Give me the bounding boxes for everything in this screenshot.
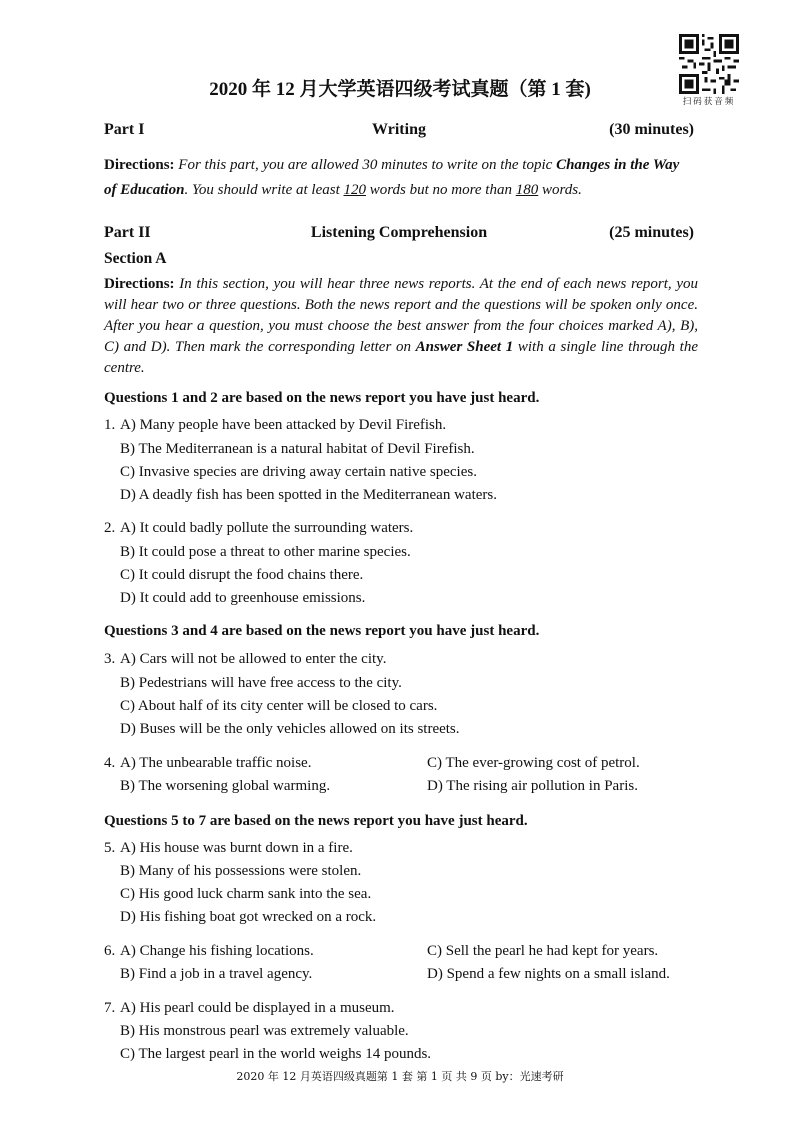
answer-option[interactable]: A) The unbearable traffic noise. (120, 755, 312, 771)
answer-option[interactable]: B) His monstrous pearl was extremely valuable. (120, 1023, 409, 1039)
answer-option[interactable]: C) It could disrupt the food chains there. (120, 567, 364, 583)
directions-label: Directions: (104, 276, 175, 292)
question-number: 3. (104, 651, 116, 667)
answer-option[interactable]: A) It could badly pollute the surrounding waters. (120, 520, 414, 536)
answer-option[interactable]: B) The worsening global warming. (120, 778, 331, 794)
answer-option[interactable]: D) Buses will be the only vehicles allowed on its streets. (120, 721, 460, 737)
answer-option[interactable]: C) Invasive species are driving away certain native species. (120, 464, 477, 480)
part-2-title: Listening Comprehension (310, 224, 488, 241)
answer-option[interactable]: B) Many of his possessions were stolen. (120, 863, 362, 879)
answer-option[interactable]: D) Spend a few nights on a small island. (427, 966, 670, 982)
answer-option[interactable]: C) The ever-growing cost of petrol. (427, 755, 640, 771)
question-number: 1. (104, 417, 116, 433)
qr-code-icon[interactable] (679, 34, 739, 94)
answer-option[interactable]: D) The rising air pollution in Paris. (427, 778, 638, 794)
question-group-header: Questions 3 and 4 are based on the news report you have just heard. (104, 623, 540, 639)
answer-option[interactable]: D) A deadly fish has been spotted in the Mediterranean waters. (120, 487, 497, 503)
part-1-directions: Directions: For this part, you are allowed 30 minutes to write on the topic Changes in the Way of Education. You should write at least 120 words but no more than 180 words. (104, 157, 680, 198)
answer-option[interactable]: C) About half of its city center will be closed to cars. (120, 698, 438, 714)
question-group-header: Questions 5 to 7 are based on the news report you have just heard. (104, 813, 528, 829)
part-1-label: Part I (104, 121, 145, 138)
page-title: 2020 年 12 月大学英语四级考试真题（第 1 套) (209, 79, 591, 100)
directions-label: Directions: (104, 157, 175, 173)
question-number: 6. (104, 943, 116, 959)
answer-option[interactable]: B) The Mediterranean is a natural habitat of Devil Firefish. (120, 441, 475, 457)
part-2-label: Part II (104, 224, 151, 241)
answer-sheet-ref: Answer Sheet 1 (415, 339, 514, 355)
answer-option[interactable]: D) It could add to greenhouse emissions. (120, 590, 366, 606)
page-footer: 2020 年 12 月英语四级真题第 1 套 第 1 页 共 9 页 by：光速考研 (236, 1070, 564, 1083)
answer-option[interactable]: A) His pearl could be displayed in a museum. (120, 1000, 395, 1016)
part-1-time: (30 minutes) (609, 121, 694, 138)
min-words: 120 (343, 182, 366, 198)
answer-option[interactable]: B) Pedestrians will have free access to the city. (120, 675, 402, 691)
answer-option[interactable]: C) The largest pearl in the world weighs 14 pounds. (120, 1046, 432, 1062)
essay-topic: Changes in the Way (556, 157, 680, 173)
answer-option[interactable]: A) Many people have been attacked by Devil Firefish. (120, 417, 447, 433)
question-group-header: Questions 1 and 2 are based on the news report you have just heard. (104, 390, 540, 406)
part-1-title: Writing (372, 121, 426, 138)
answer-option[interactable]: D) His fishing boat got wrecked on a rock. (120, 909, 377, 925)
answer-option[interactable]: C) His good luck charm sank into the sea. (120, 886, 372, 902)
answer-option[interactable]: B) It could pose a threat to other marine species. (120, 544, 411, 560)
question-number: 4. (104, 755, 116, 771)
answer-option[interactable]: A) Cars will not be allowed to enter the city. (120, 651, 387, 667)
part-2-time: (25 minutes) (609, 224, 694, 241)
part-2-directions: Directions: In this section, you will hear three news reports. At the end of each news report, you will hear two or three questions. Both the news report and the questions will be spoken only once. After you hear a question, you must choose the best answer from the four choices marked A), B), C) and D). Then mark the corresponding letter on Answer Sheet 1 with a single line through the centre. (104, 276, 699, 376)
answer-option[interactable]: A) His house was burnt down in a fire. (120, 840, 353, 856)
question-number: 2. (104, 520, 116, 536)
answer-option[interactable]: C) Sell the pearl he had kept for years. (427, 943, 659, 959)
answer-option[interactable]: B) Find a job in a travel agency. (120, 966, 313, 982)
question-number: 5. (104, 840, 116, 856)
max-words: 180 (515, 182, 539, 198)
question-number: 7. (104, 1000, 116, 1016)
answer-option[interactable]: A) Change his fishing locations. (120, 943, 314, 959)
section-a-heading: Section A (104, 250, 167, 267)
qr-caption: 扫码获音频 (682, 97, 736, 107)
